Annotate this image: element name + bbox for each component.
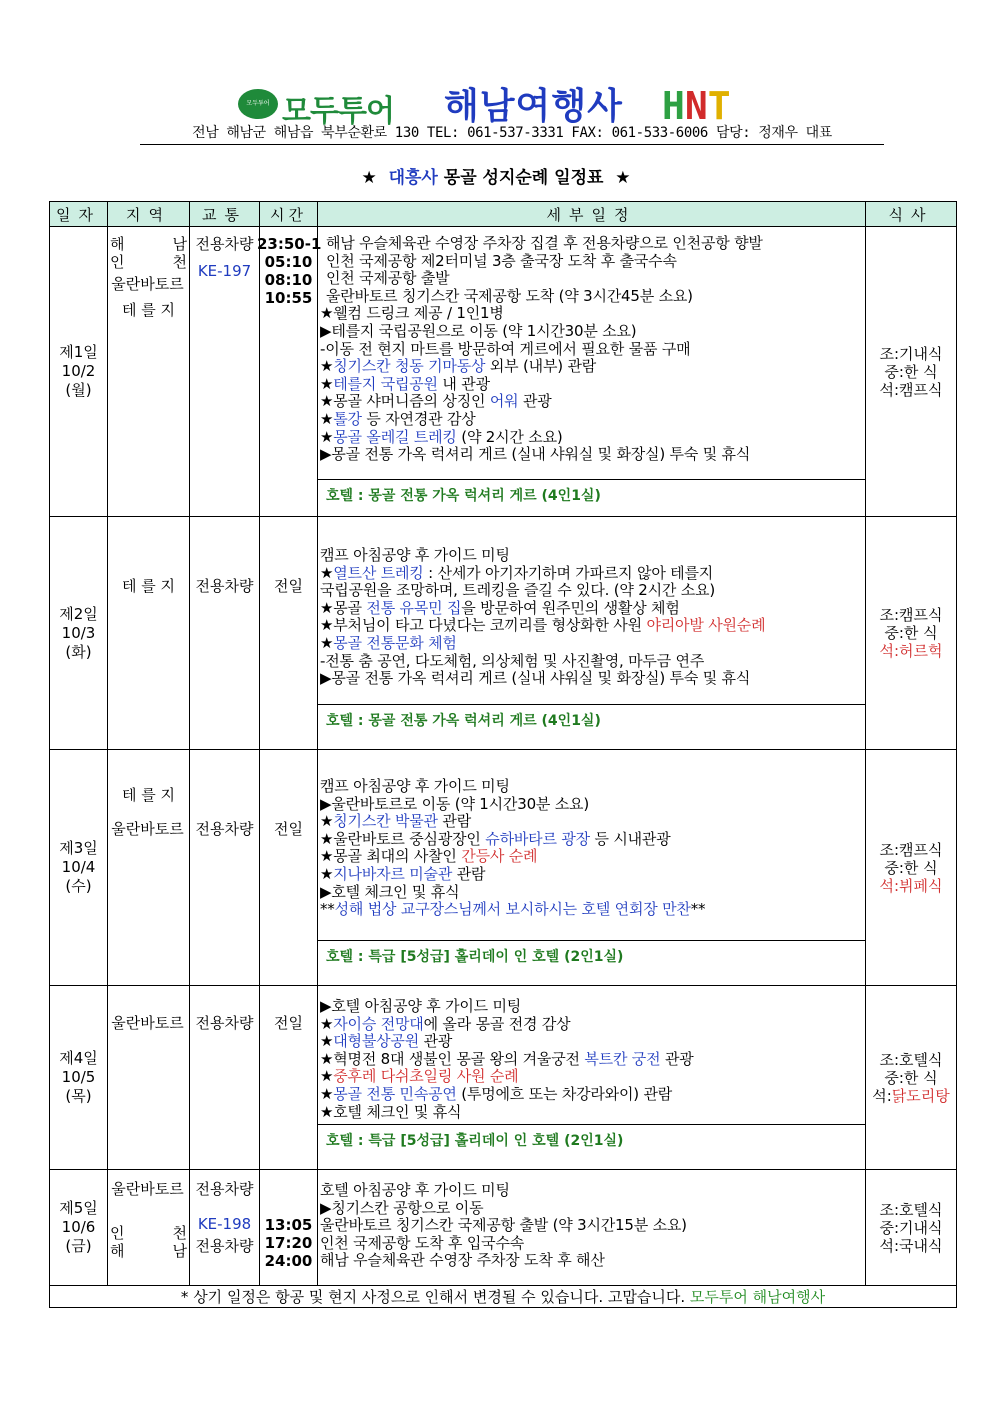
meal-cell: 조:캠프식 중:한 식 석:뷔페식: [866, 750, 957, 986]
detail-line: ★울란바토르 중심광장인 슈하바타르 광장 등 시내관광: [320, 829, 671, 848]
detail-line: ★몽골 전통 유목민 집을 방문하여 원주민의 생활상 체험: [320, 598, 680, 617]
table-row: [50, 750, 957, 986]
transport-cell: [190, 1170, 260, 1286]
day-label: 제5일: [59, 1199, 98, 1217]
detail-cell: [318, 750, 866, 986]
time-cell: [257, 227, 322, 517]
transport-cell: [190, 750, 260, 986]
detail-line: 울란바토르 칭기스칸 국제공항 도착 (약 3시간45분 소요): [326, 286, 693, 305]
col-header-detail: 세부일정: [318, 202, 866, 227]
col-header-date: 일자: [50, 202, 108, 227]
day-date: 10/6: [61, 1218, 96, 1236]
day-weekday: (목): [65, 1087, 92, 1105]
address-line: 전남 해남군 해남읍 북부순환로 130 TEL: 061-537-3331 FAX: 061-533-6006 담당: 정재우 대표: [140, 122, 884, 145]
footer-row: [50, 1286, 957, 1308]
detail-line: ★웰컴 드링크 제공 / 1인1병: [320, 304, 504, 323]
logo-text: 모두투어: [282, 94, 394, 129]
flight-number: KE-197: [197, 262, 252, 280]
time-cell: [260, 986, 318, 1170]
region-incheon: 인 천: [110, 253, 187, 271]
time-value: 08:10: [264, 271, 313, 289]
col-header-region: 지역: [108, 202, 190, 227]
modetour-logo: [238, 86, 418, 129]
modetour-logo-icon: 모두투어: [238, 89, 278, 119]
region-cell: [108, 517, 190, 750]
region-ulaanbaatar: 울란바토르: [111, 275, 184, 293]
table-row: [50, 1170, 957, 1286]
col-header-transport: 교통: [190, 202, 260, 227]
agency-name: 해남여행사: [444, 86, 623, 127]
detail-lines: [318, 517, 865, 704]
detail-lines: [318, 1170, 865, 1270]
detail-line: ★몽골 최대의 사찰인 간등사 순례: [320, 847, 538, 866]
time-cell: [260, 517, 318, 750]
detail-line: ★부처님이 타고 다녔다는 코끼리를 형상화한 사원 야리아발 사원순례: [320, 616, 766, 635]
temple-name: 대흥사: [388, 168, 438, 188]
detail-line: ★자이승 전망대에 올라 몽골 전경 감상: [320, 1014, 571, 1033]
day-cell: [50, 750, 108, 986]
title-text: 몽골 성지순례 일정표: [443, 168, 604, 188]
transport-bus: 전용차량: [195, 577, 254, 595]
detail-line: ▶몽골 전통 가옥 럭셔리 게르 (실내 샤워실 및 화장실) 투숙 및 휴식: [320, 445, 751, 464]
footer-brand: 모두투어 해남여행사: [689, 1288, 826, 1306]
day-cell: [50, 1170, 108, 1286]
detail-cell: [318, 517, 866, 750]
detail-line: ▶테를지 국립공원으로 이동 (약 1시간30분 소요): [320, 321, 637, 340]
meal-cell: 조:기내식 중:한 식 석:캠프식: [866, 227, 957, 517]
region-terelj: 테 를 지: [121, 786, 175, 804]
region-ulaanbaatar: 울란바토르: [111, 820, 184, 838]
detail-lines: [318, 750, 865, 940]
table-row: [50, 517, 957, 750]
region-incheon: 인 천: [110, 1224, 187, 1242]
day-weekday: (금): [65, 1237, 92, 1255]
region-terelj: 테 를 지: [121, 301, 175, 319]
star-icon: ★: [361, 168, 377, 188]
detail-line: ★몽골 샤머니즘의 상징인 어워 관광: [320, 392, 552, 411]
transport-bus: 전용차량: [195, 820, 254, 838]
time-cell: [260, 750, 318, 986]
region-cell: [108, 750, 190, 986]
detail-line: ▶울란바토르로 이동 (약 1시간30분 소요): [320, 794, 590, 813]
time-value: 10:55: [264, 289, 313, 307]
time-value: 전일: [274, 820, 303, 838]
time-value: 24:00: [264, 1252, 313, 1270]
col-header-meal: 식사: [866, 202, 957, 227]
day-label: 제3일: [59, 839, 98, 857]
detail-line: ★열트산 트레킹 : 산세가 아기자기하며 가파르지 않아 테를지: [320, 563, 714, 582]
detail-cell: [318, 227, 866, 517]
detail-line: 캠프 아침공양 후 가이드 미팅: [320, 546, 510, 564]
region-ulaanbaatar: 울란바토르: [111, 1014, 184, 1032]
detail-line: ★지나바자르 미술관 관람: [320, 864, 486, 883]
day-weekday: (화): [65, 642, 92, 661]
detail-line: ★몽골 올레길 트레킹 (약 2시간 소요): [320, 427, 563, 446]
day-label: 제1일: [59, 343, 98, 361]
time-value: 전일: [274, 1014, 303, 1032]
detail-line: -전통 춤 공연, 다도체험, 의상체험 및 사진촬영, 마두금 연주: [320, 651, 705, 670]
hotel-info: 호텔 : 특급 [5성급] 홀리데이 인 호텔 (2인1실): [318, 940, 865, 971]
detail-line: ★몽골 전통문화 체험: [320, 633, 457, 652]
day-cell: [50, 517, 108, 750]
detail-cell: [318, 1170, 866, 1286]
transport-cell: [190, 986, 260, 1170]
detail-line: 해남 우슬체육관 수영장 주차장 집결 후 전용차량으로 인천공항 향발: [326, 234, 763, 252]
detail-line: 해남 우슬체육관 수영장 주차장 도착 후 해산: [320, 1251, 605, 1270]
detail-line: 인천 국제공항 도착 후 입국수속: [320, 1233, 525, 1252]
day-date: 10/4: [61, 858, 96, 876]
detail-line: -이동 전 현지 마트를 방문하여 게르에서 필요한 물품 구매: [320, 339, 691, 358]
meal-cell: 조:호텔식 중:한 식 석:닭도리탕: [866, 986, 957, 1170]
hotel-info: 호텔 : 몽골 전통 가옥 럭셔리 게르 (4인1실): [318, 704, 865, 735]
col-header-time: 시간: [260, 202, 318, 227]
hnt-n: N: [684, 84, 708, 128]
transport-bus: 전용차량: [195, 235, 254, 253]
detail-line: ▶칭기스칸 공항으로 이동: [320, 1198, 484, 1217]
time-cell: [260, 1170, 318, 1286]
meal-cell: 조:캠프식 중:한 식 석:허르헉: [866, 517, 957, 750]
transport-cell: [190, 517, 260, 750]
day-label: 제2일: [59, 604, 98, 623]
time-value: 13:05: [264, 1216, 313, 1234]
day-cell: [50, 986, 108, 1170]
meal-cell: 조:호텔식 중:기내식 석:국내식: [866, 1170, 957, 1286]
letterhead: [0, 78, 992, 129]
region-terelj: 테 를 지: [121, 577, 175, 595]
day-cell: [50, 227, 108, 517]
day-date: 10/3: [61, 623, 96, 642]
day-date: 10/2: [61, 362, 96, 380]
time-value: 17:20: [264, 1234, 313, 1252]
detail-line: ★테를지 국립공원 내 관광: [320, 374, 490, 393]
detail-line: ▶몽골 전통 가옥 럭셔리 게르 (실내 샤워실 및 화장실) 투숙 및 휴식: [320, 669, 751, 688]
hnt-t: T: [707, 84, 731, 128]
page-title: [0, 163, 992, 188]
detail-line: ★톨강 등 자연경관 감상: [320, 409, 476, 428]
hnt-h: H: [662, 84, 685, 128]
time-value: 05:10: [264, 253, 313, 271]
detail-lines: [318, 227, 865, 479]
footer-note: * 상기 일정은 항공 및 현지 사정으로 인해서 변경될 수 있습니다. 고맙습니다. 모두투어 해남여행사: [50, 1286, 957, 1308]
day-weekday: (수): [65, 877, 92, 895]
region-ulaanbaatar: 울란바토르: [111, 1180, 184, 1198]
detail-line: 울란바토르 칭기스칸 국제공항 출발 (약 3시간15분 소요): [320, 1216, 687, 1235]
flight-number: KE-198: [197, 1215, 252, 1233]
region-cell: [108, 1170, 190, 1286]
table-row: [50, 986, 957, 1170]
detail-line: ★칭기스칸 박물관 관람: [320, 812, 472, 831]
detail-lines: [318, 986, 865, 1124]
detail-cell: [318, 986, 866, 1170]
day-date: 10/5: [61, 1068, 96, 1086]
itinerary-table: [49, 201, 957, 1308]
transport-bus: 전용차량: [195, 1014, 254, 1032]
detail-line: 인천 국제공항 제2터미널 3층 출국장 도착 후 출국수속: [326, 251, 677, 270]
detail-line: ★칭기스칸 청동 기마동상 외부 (내부) 관람: [320, 357, 597, 376]
detail-line: ★호텔 체크인 및 휴식: [320, 1102, 462, 1121]
day-label: 제4일: [59, 1049, 98, 1067]
time-value: 전일: [274, 577, 303, 595]
region-haenam: 해 남: [110, 1242, 187, 1260]
detail-line: 인천 국제공항 출발: [326, 269, 450, 288]
transport-bus: 전용차량: [195, 1180, 254, 1198]
detail-line: **성해 법상 교구장스님께서 보시하시는 호텔 연회장 만찬**: [320, 900, 706, 919]
hotel-info: 호텔 : 몽골 전통 가옥 럭셔리 게르 (4인1실): [318, 479, 865, 510]
region-cell: [108, 986, 190, 1170]
star-icon: ★: [615, 168, 631, 188]
detail-line: 호텔 아침공양 후 가이드 미팅: [320, 1181, 510, 1199]
hotel-info: 호텔 : 특급 [5성급] 홀리데이 인 호텔 (2인1실): [318, 1124, 865, 1155]
region-cell: [108, 227, 190, 517]
detail-line: ▶호텔 아침공양 후 가이드 미팅: [320, 997, 522, 1015]
transport-bus: 전용차량: [195, 1237, 254, 1255]
table-header-row: [50, 202, 957, 227]
region-haenam: 해 남: [110, 235, 187, 253]
detail-line: ★대형불상공원 관광: [320, 1032, 453, 1051]
time-value: 23:50-1: [257, 235, 322, 253]
detail-line: ★혁명전 8대 생불인 몽골 왕의 겨울궁전 복트칸 궁전 관광: [320, 1049, 694, 1068]
detail-line: ▶호텔 체크인 및 휴식: [320, 882, 460, 901]
table-row: [50, 227, 957, 517]
transport-cell: [190, 227, 260, 517]
detail-line: 캠프 아침공양 후 가이드 미팅: [320, 777, 510, 795]
detail-line: ★몽골 전통 민속공연 (투멍에흐 또는 차강라와이) 관람: [320, 1084, 673, 1103]
detail-line: 국립공원을 조망하며, 트레킹을 즐길 수 있다. (약 2시간 소요): [320, 581, 716, 600]
detail-line: ★중후레 다쉬초일링 사원 순례: [320, 1067, 519, 1086]
day-weekday: (월): [65, 381, 92, 399]
